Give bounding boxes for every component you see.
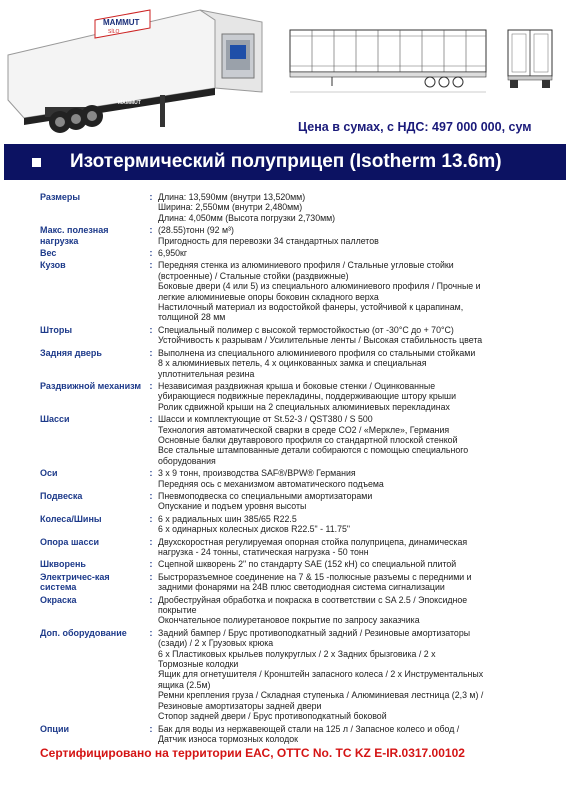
trailer-photo [0, 0, 270, 140]
spec-value [158, 248, 518, 258]
spec-value-line: нагрузка - 24 тонны, статическая нагрузка - 50 тонн [158, 547, 369, 557]
spec-value [158, 192, 518, 223]
spec-value-line: Основные балки двутаврового профиля со стандартной плоской стенкой [158, 434, 458, 445]
spec-label: Шасси [40, 414, 70, 425]
spec-row [40, 260, 560, 322]
spec-value-line: 8 х алюминиевых петель, 4 х оцинкованных замка и специальная [158, 358, 427, 369]
spec-colon: : [149, 347, 153, 358]
spec-colon: : [149, 260, 153, 271]
spec-row [40, 572, 560, 593]
spec-value-line: (встроенные) / Стальные стойки (раздвижные) [158, 270, 349, 281]
spec-value-line: Резиновые амортизаторы задней двери [158, 700, 322, 711]
spec-label: Подвеска [40, 490, 83, 501]
spec-value-line: (28.55)тонн (92 м³) [158, 225, 234, 236]
spec-value-line: Окончательное полиуретановое покрытие по запросу заказчика [158, 615, 420, 626]
spec-value-line: Все стальные штампованные детали собираются с помощью специального [158, 445, 469, 456]
price-text: Цена в сумах, с НДС: 497 000 000, сум [298, 120, 532, 134]
spec-label: Доп. оборудование [40, 627, 127, 638]
spec-colon: : [149, 536, 153, 547]
spec-value-line: Выполнена из специального алюминиевого профиля со стальными стойками [158, 347, 476, 358]
spec-row [40, 491, 560, 512]
spec-colon: : [149, 627, 153, 638]
spec-row [40, 225, 560, 246]
spec-value [158, 628, 518, 722]
spec-row [40, 348, 560, 379]
spec-value-line: оборудования [158, 455, 216, 466]
spec-value-line: Длина: 4,050мм (Высота погрузки 2,730мм) [158, 212, 336, 223]
spec-value-line: 6 х одинарных колесных дисков R22.5" - 11.75" [158, 524, 350, 535]
spec-value-line: Дробеструйная обработка и покраска в соответствии с SA 2.5 / Эпоксидное [158, 594, 468, 605]
spec-row [40, 514, 560, 535]
spec-value-line: Датчик износа тормозных колодок [158, 733, 298, 744]
spec-label: Вес [40, 248, 57, 259]
spec-value-line: Специальный полимер с высокой термостойкостью (от -30°C до + 70°C) [158, 324, 454, 335]
spec-value-line: покрытие [158, 605, 197, 616]
spec-label: Колеса/Шины [40, 513, 102, 524]
spec-colon: : [149, 225, 153, 236]
spec-value-line: Технология автоматической сварки в среде CO2 / «Меркле», Германия [158, 424, 450, 435]
spec-value-line: Пригодность для перевозки 34 стандартных паллетов [158, 235, 379, 246]
spec-label: Опции [40, 723, 70, 734]
spec-colon: : [149, 490, 153, 501]
spec-value-line: толщиной 28 мм [158, 312, 226, 323]
spec-value-line: Передняя ось с механизмом автоматического подъема [158, 478, 384, 489]
spec-value-line: Ящик для огнетушителя / Кронштейн запасного колеса / 2 х Инструментальных [158, 669, 484, 680]
spec-row [40, 468, 560, 489]
spec-value [158, 225, 518, 246]
spec-value-line: Передняя стенка из алюминиевого профиля / Стальные угловые стойки [158, 260, 454, 271]
spec-value [158, 559, 518, 569]
spec-value [158, 537, 518, 558]
spec-value-line: Сцепной шкворень 2" по стандарту SAE (152 кН) со специальной плитой [158, 559, 457, 570]
spec-value-line: Быстроразъемное соединение на 7 & 15 -полюсные разъемы с передними и [158, 571, 472, 582]
spec-value-line: задними фонарями на 24В плюс светодиодная система сигнализации [158, 582, 445, 593]
spec-label: Размеры [40, 192, 81, 202]
spec-value-line: Ширина: 2,550мм (внутри 2,480мм) [158, 202, 303, 213]
brand-logo-sub: SİLO [108, 29, 120, 35]
spec-value-line: Боковые двери (4 или 5) из специального алюминиевого профиля / Прочные и [158, 281, 481, 292]
spec-value [158, 414, 518, 466]
spec-label: Шкворень [40, 559, 86, 570]
spec-value-line: 6 х Пластиковых крыльев полукруглых / 2 х Задних брызговика / 2 х [158, 648, 436, 659]
spec-table [40, 192, 560, 746]
spec-row [40, 559, 560, 569]
spec-label: Оси [40, 468, 58, 479]
spec-value [158, 468, 518, 489]
spec-value-line: (сзади) / 2 х Грузовых крюка [158, 638, 274, 649]
spec-row [40, 248, 560, 258]
spec-row [40, 414, 560, 466]
spec-label: Шторы [40, 324, 73, 335]
spec-value-line: Бак для воды из нержавеющей стали на 125 л / Запасное колесо и обод / [158, 723, 460, 734]
spec-row [40, 537, 560, 558]
spec-value-line: легкие алюминиевые опоры боковин складного верха [158, 291, 379, 302]
brand-logo: MAMMUT [103, 18, 140, 27]
spec-value [158, 491, 518, 512]
spec-value-line: Стопор задней двери / Брус противоподкатный боковой [158, 711, 387, 722]
spec-value-line: Ролик сдвижной крыши на 2 специальных алюминиевых перекладинах [158, 401, 450, 412]
spec-row [40, 595, 560, 626]
spec-label: Задняя дверь [40, 347, 102, 358]
spec-label: Электричес-кая система [40, 571, 110, 593]
spec-value-line: Опускание и подъем уровня высоты [158, 501, 307, 512]
spec-value [158, 572, 518, 593]
spec-value-line: Ремни крепления груза / Складная ступенька / Алюминиевая лестница (2,3 м) / [158, 690, 484, 701]
spec-colon: : [149, 324, 153, 335]
spec-value-line: Длина: 13,590мм (внутри 13,520мм) [158, 192, 306, 202]
page-title: Изотермический полуприцеп (Isotherm 13.6m) [70, 151, 502, 172]
spec-row [40, 724, 560, 745]
spec-label: Опора шасси [40, 536, 99, 547]
spec-colon: : [149, 723, 153, 734]
spec-value-line: 6 х радиальных шин 385/65 R22.5 [158, 513, 297, 524]
spec-value [158, 595, 518, 626]
spec-value-line: Настилочный материал из водостойкой фанеры, устойчивой к царапинам, [158, 302, 464, 313]
spec-value-line: Независимая раздвижная крыша и боковые стенки / Оцинкованные [158, 380, 436, 391]
spec-value-line: Пневмоподвеска со специальными амортизаторами [158, 490, 373, 501]
spec-value [158, 514, 518, 535]
spec-value [158, 348, 518, 379]
rear-view-drawing [500, 20, 560, 100]
spec-value-line: 6,950кг [158, 248, 188, 259]
spec-value-line: убирающиеся подвижные перекладины, поддерживающие штору крыши [158, 391, 457, 402]
spec-label: Макс. полезная нагрузка [40, 225, 109, 246]
spec-value-line: Задний бампер / Брус противоподкатный задний / Резиновые амортизаторы [158, 627, 471, 638]
spec-value-line: ящика (2.5м) [158, 679, 211, 690]
spec-colon: : [149, 192, 153, 202]
spec-colon: : [149, 468, 153, 479]
spec-value-line: Тормозные колодки [158, 659, 239, 670]
spec-colon: : [149, 513, 153, 524]
spec-value-line: Устойчивость к разрывам / Усилительные ленты / Высокая стабильность цвета [158, 335, 483, 346]
spec-row [40, 325, 560, 346]
spec-row [40, 628, 560, 722]
certification-text: Сертифицировано на территории ЕАС, ОТТС No. TC KZ E-IR.0317.00102 [40, 746, 465, 760]
spec-label: Окраска [40, 594, 77, 605]
spec-label: Раздвижной механизм [40, 380, 142, 391]
spec-row [40, 381, 560, 412]
spec-value-line: уплотнительная резина [158, 368, 255, 379]
spec-value [158, 260, 518, 322]
spec-colon: : [149, 380, 153, 391]
spec-value [158, 381, 518, 412]
header-illustrations [0, 0, 566, 140]
spec-colon: : [149, 248, 153, 259]
spec-row [40, 192, 560, 223]
spec-label: Кузов [40, 260, 66, 271]
bullet-icon [32, 158, 41, 167]
title-banner [4, 144, 566, 180]
spec-colon: : [149, 559, 153, 570]
spec-colon: : [149, 571, 153, 582]
spec-value [158, 325, 518, 346]
rear-brand-text: MAMMUT [118, 100, 141, 106]
spec-value-line: 3 х 9 тонн, производства SAF®/BPW® Германия [158, 468, 356, 479]
spec-value [158, 724, 518, 745]
spec-colon: : [149, 594, 153, 605]
side-view-drawing [282, 20, 492, 100]
spec-value-line: Двухскоростная регулируемая опорная стойка полуприцепа, динамическая [158, 536, 468, 547]
spec-value-line: Шасси и комплектующие от St.52-3 / QST380 / S 500 [158, 414, 373, 425]
spec-colon: : [149, 414, 153, 425]
